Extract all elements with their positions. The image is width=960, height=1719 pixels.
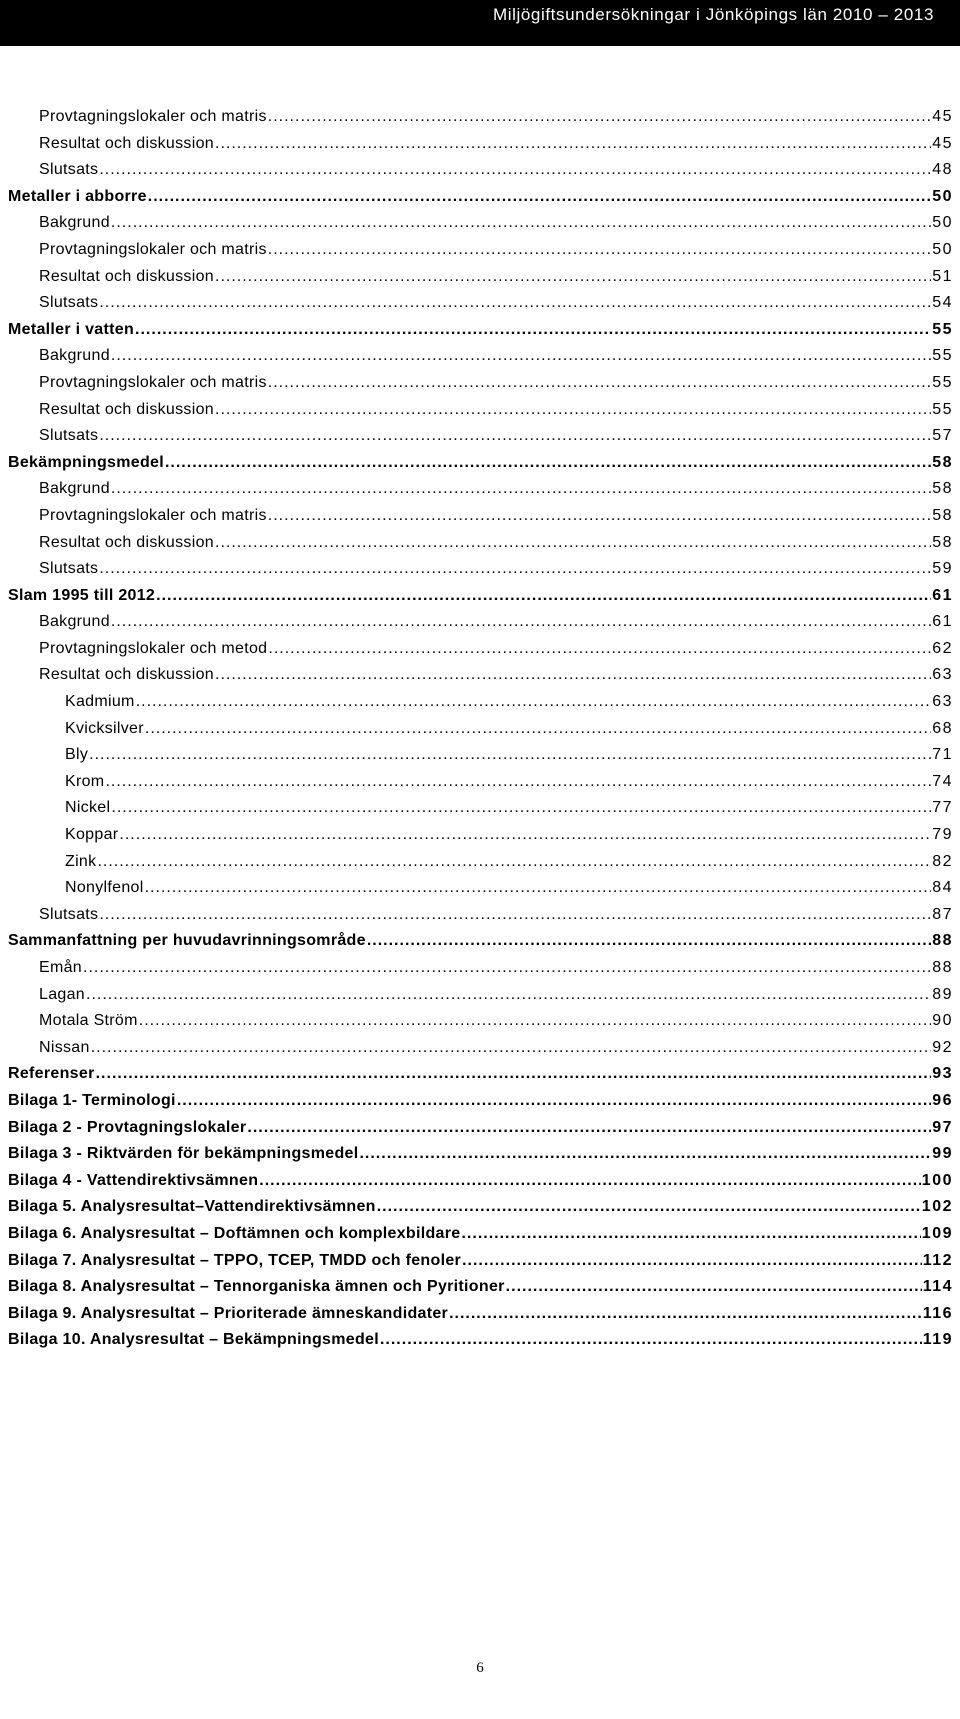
dot-leader xyxy=(377,1198,921,1216)
toc-entry[interactable] xyxy=(8,1305,953,1332)
toc-entry[interactable] xyxy=(8,1065,953,1092)
dot-leader xyxy=(380,1331,922,1349)
page-header xyxy=(0,0,960,46)
toc-entry-title: Zink xyxy=(65,852,97,870)
toc-entry-title: Resultat och diskussion xyxy=(39,134,214,152)
dot-leader xyxy=(259,1172,921,1190)
toc-entry-title: Slutsats xyxy=(39,161,99,179)
toc-entry[interactable] xyxy=(8,906,953,933)
toc-entry-title: Bilaga 10. Analysresultat – Bekämpningsmedel xyxy=(8,1331,379,1349)
dot-leader xyxy=(145,720,931,738)
toc-entry-page: 84 xyxy=(932,879,953,897)
toc-entry[interactable] xyxy=(8,640,953,667)
toc-entry[interactable] xyxy=(8,1145,953,1172)
toc-entry-page: 74 xyxy=(932,772,953,790)
toc-entry-page: 45 xyxy=(932,134,953,152)
toc-entry[interactable] xyxy=(8,1278,953,1305)
toc-entry[interactable] xyxy=(8,534,953,561)
toc-entry-title: Bilaga 2 - Provtagningslokaler xyxy=(8,1118,247,1136)
toc-entry-title: Bly xyxy=(65,746,89,764)
toc-entry[interactable] xyxy=(8,188,953,215)
toc-entry-page: 55 xyxy=(932,400,953,418)
dot-leader xyxy=(136,693,932,711)
toc-entry-page: 71 xyxy=(932,746,953,764)
dot-leader xyxy=(462,1252,922,1270)
toc-entry-title: Motala Ström xyxy=(39,1012,138,1030)
toc-entry-title: Nickel xyxy=(65,799,111,817)
dot-leader xyxy=(111,799,931,817)
toc-entry[interactable] xyxy=(8,401,953,428)
toc-entry-title: Resultat och diskussion xyxy=(39,267,214,285)
toc-entry-title: Lagan xyxy=(39,985,85,1003)
toc-entry[interactable] xyxy=(8,1172,953,1199)
toc-entry-page: 54 xyxy=(932,294,953,312)
toc-entry-title: Koppar xyxy=(65,826,119,844)
dot-leader xyxy=(111,214,931,232)
toc-entry-page: 77 xyxy=(932,799,953,817)
toc-entry[interactable] xyxy=(8,1198,953,1225)
dot-leader xyxy=(99,906,931,924)
toc-entry-title: Bilaga 9. Analysresultat – Prioriterade ämneskandidater xyxy=(8,1304,449,1322)
toc-entry-title: Bilaga 6. Analysresultat – Doftämnen och komplexbildare xyxy=(8,1224,461,1242)
dot-leader xyxy=(86,986,931,1004)
toc-entry-page: 48 xyxy=(932,161,953,179)
toc-entry-title: Resultat och diskussion xyxy=(39,666,214,684)
toc-entry-page: 58 xyxy=(932,533,953,551)
toc-entry[interactable] xyxy=(8,693,953,720)
dot-leader xyxy=(111,613,931,631)
toc-entry[interactable] xyxy=(8,932,953,959)
toc-entry-title: Metaller i vatten xyxy=(8,320,135,338)
toc-entry-page: 93 xyxy=(932,1065,953,1083)
toc-entry-page: 55 xyxy=(932,373,953,391)
dot-leader xyxy=(449,1305,922,1323)
toc-entry[interactable] xyxy=(8,1252,953,1279)
dot-leader xyxy=(91,1039,931,1057)
toc-entry-title: Provtagningslokaler och matris xyxy=(39,240,267,258)
toc-entry-page: 58 xyxy=(932,453,953,471)
dot-leader xyxy=(156,587,931,605)
toc-entry-title: Krom xyxy=(65,772,105,790)
toc-entry-title: Resultat och diskussion xyxy=(39,400,214,418)
toc-entry[interactable] xyxy=(8,268,953,295)
toc-entry-title: Bakgrund xyxy=(39,480,110,498)
dot-leader xyxy=(215,268,931,286)
toc-entry-page: 82 xyxy=(932,852,953,870)
toc-entry-title: Slam 1995 till 2012 xyxy=(8,586,156,604)
dot-leader xyxy=(111,480,931,498)
dot-leader xyxy=(119,826,931,844)
dot-leader xyxy=(165,454,931,472)
toc-entry-page: 99 xyxy=(932,1145,953,1163)
dot-leader xyxy=(111,347,931,365)
toc-entry-page: 109 xyxy=(921,1224,953,1242)
toc-entry[interactable] xyxy=(8,799,953,826)
toc-entry[interactable] xyxy=(8,879,953,906)
toc-entry-page: 114 xyxy=(922,1278,953,1296)
toc-entry[interactable] xyxy=(8,746,953,773)
toc-entry-page: 55 xyxy=(932,320,953,338)
dot-leader xyxy=(215,666,931,684)
toc-entry[interactable] xyxy=(8,666,953,693)
toc-entry[interactable] xyxy=(8,480,953,507)
dot-leader xyxy=(99,161,931,179)
toc-entry-title: Nissan xyxy=(39,1038,90,1056)
toc-entry-page: 79 xyxy=(932,826,953,844)
toc-entry[interactable] xyxy=(8,214,953,241)
toc-entry-title: Emån xyxy=(39,959,82,976)
dot-leader xyxy=(268,507,931,525)
dot-leader xyxy=(105,773,931,791)
toc-entry-page: 51 xyxy=(932,267,953,285)
dot-leader xyxy=(461,1225,920,1243)
toc-entry-page: 100 xyxy=(921,1171,953,1189)
toc-entry[interactable] xyxy=(8,321,953,348)
toc-entry-title: Provtagningslokaler och matris xyxy=(39,506,267,524)
toc-entry-page: 63 xyxy=(932,666,953,684)
dot-leader xyxy=(145,879,932,897)
toc-entry[interactable] xyxy=(8,986,953,1013)
dot-leader xyxy=(99,427,931,445)
toc-entry[interactable] xyxy=(8,108,953,135)
toc-entry[interactable] xyxy=(8,454,953,481)
toc-entry-title: Bilaga 7. Analysresultat – TPPO, TCEP, TMDD och fenoler xyxy=(8,1251,462,1269)
toc-entry-page: 102 xyxy=(921,1198,953,1216)
dot-leader xyxy=(359,1145,931,1163)
toc-entry-title: Bilaga 4 - Vattendirektivsämnen xyxy=(8,1171,259,1189)
toc-entry[interactable] xyxy=(8,427,953,454)
toc-entry-page: 50 xyxy=(932,240,953,258)
toc-entry[interactable] xyxy=(8,161,953,188)
toc-entry-page: 90 xyxy=(932,1012,953,1030)
toc-entry[interactable] xyxy=(8,135,953,162)
dot-leader xyxy=(148,188,931,206)
toc-entry-page: 112 xyxy=(922,1251,953,1269)
dot-leader xyxy=(97,853,931,871)
toc-entry-title: Slutsats xyxy=(39,905,99,923)
table-of-contents xyxy=(8,108,953,1358)
toc-entry-page: 50 xyxy=(932,187,953,205)
toc-entry-title: Provtagningslokaler och metod xyxy=(39,639,268,657)
toc-entry[interactable] xyxy=(8,1092,953,1119)
toc-entry-title: Bakgrund xyxy=(39,214,110,232)
toc-entry[interactable] xyxy=(8,959,953,986)
dot-leader xyxy=(215,401,931,419)
toc-entry-page: 58 xyxy=(932,480,953,498)
dot-leader xyxy=(268,374,931,392)
dot-leader xyxy=(506,1278,922,1296)
toc-entry[interactable] xyxy=(8,587,953,614)
dot-leader xyxy=(135,321,931,339)
dot-leader xyxy=(96,1065,932,1083)
toc-entry-title: Slutsats xyxy=(39,427,99,445)
page-number: 6 xyxy=(476,1660,484,1676)
dot-leader xyxy=(268,640,931,658)
dot-leader xyxy=(367,932,931,950)
toc-entry-page: 45 xyxy=(932,108,953,125)
dot-leader xyxy=(215,534,931,552)
toc-entry-title: Metaller i abborre xyxy=(8,187,147,205)
toc-entry[interactable] xyxy=(8,720,953,747)
toc-entry-title: Referenser xyxy=(8,1065,95,1083)
toc-entry-page: 92 xyxy=(932,1038,953,1056)
dot-leader xyxy=(215,135,931,153)
toc-entry-title: Provtagningslokaler och matris xyxy=(39,373,267,391)
toc-entry[interactable] xyxy=(8,294,953,321)
toc-entry-page: 58 xyxy=(932,506,953,524)
toc-entry-title: Slutsats xyxy=(39,294,99,312)
toc-entry-title: Nonylfenol xyxy=(65,879,144,897)
toc-entry[interactable] xyxy=(8,826,953,853)
dot-leader xyxy=(89,746,931,764)
toc-entry-page: 119 xyxy=(922,1331,953,1349)
toc-entry-page: 62 xyxy=(932,639,953,657)
toc-entry-title: Kadmium xyxy=(65,693,135,711)
toc-entry-page: 50 xyxy=(932,214,953,232)
toc-entry-title: Bakgrund xyxy=(39,613,110,631)
document-title: Miljögiftsundersökningar i Jönköpings län 2010 – 2013 xyxy=(492,5,934,24)
dot-leader xyxy=(177,1092,931,1110)
toc-entry-title: Bilaga 8. Analysresultat – Tennorganiska ämnen och Pyritioner xyxy=(8,1278,505,1296)
toc-entry[interactable] xyxy=(8,1119,953,1146)
toc-entry-page: 89 xyxy=(932,985,953,1003)
toc-entry[interactable] xyxy=(8,507,953,534)
toc-entry-title: Bilaga 5. Analysresultat–Vattendirektivsämnen xyxy=(8,1198,376,1216)
toc-entry[interactable] xyxy=(8,1012,953,1039)
toc-entry-title: Kvicksilver xyxy=(65,719,144,737)
toc-entry-page: 55 xyxy=(932,347,953,365)
dot-leader xyxy=(247,1119,931,1137)
dot-leader xyxy=(268,108,931,126)
toc-entry-title: Bekämpningsmedel xyxy=(8,453,164,471)
toc-entry-page: 88 xyxy=(932,932,953,950)
toc-entry-page: 63 xyxy=(932,693,953,711)
toc-entry[interactable] xyxy=(8,347,953,374)
toc-entry-page: 61 xyxy=(932,586,953,604)
toc-entry-title: Slutsats xyxy=(39,560,99,578)
toc-entry-page: 68 xyxy=(932,719,953,737)
toc-entry-page: 61 xyxy=(932,613,953,631)
toc-entry[interactable] xyxy=(8,241,953,268)
dot-leader xyxy=(99,294,931,312)
toc-entry-title: Bakgrund xyxy=(39,347,110,365)
toc-entry-page: 59 xyxy=(932,560,953,578)
dot-leader xyxy=(268,241,931,259)
toc-entry[interactable] xyxy=(8,1331,953,1358)
toc-entry[interactable] xyxy=(8,773,953,800)
toc-entry-title: Provtagningslokaler och matris xyxy=(39,108,267,125)
toc-entry[interactable] xyxy=(8,613,953,640)
toc-entry[interactable] xyxy=(8,1225,953,1252)
dot-leader xyxy=(99,560,931,578)
toc-entry-title: Bilaga 3 - Riktvärden för bekämpningsmedel xyxy=(8,1145,359,1163)
dot-leader xyxy=(139,1012,931,1030)
toc-entry-page: 57 xyxy=(932,427,953,445)
toc-entry[interactable] xyxy=(8,374,953,401)
toc-entry[interactable] xyxy=(8,1039,953,1066)
toc-entry-page: 116 xyxy=(922,1304,953,1322)
toc-entry-title: Resultat och diskussion xyxy=(39,533,214,551)
toc-entry-page: 96 xyxy=(932,1091,953,1109)
toc-entry-title: Sammanfattning per huvudavrinningsområde xyxy=(8,932,366,950)
toc-entry-page: 88 xyxy=(932,959,953,976)
toc-entry-page: 87 xyxy=(932,905,953,923)
toc-entry-page: 97 xyxy=(932,1118,953,1136)
dot-leader xyxy=(83,959,931,977)
toc-entry[interactable] xyxy=(8,853,953,880)
toc-entry-title: Bilaga 1- Terminologi xyxy=(8,1091,176,1109)
toc-entry[interactable] xyxy=(8,560,953,587)
